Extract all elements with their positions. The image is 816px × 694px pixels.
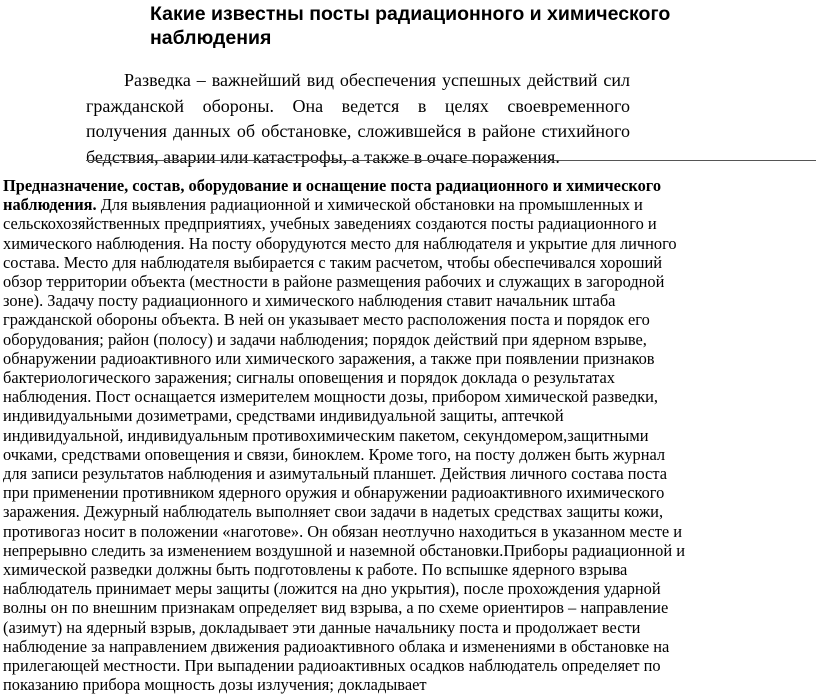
intro-paragraph xyxy=(86,68,630,170)
section-heading: Предназначение, состав, оборудование и оснащение поста радиационного и химического наблюдения. xyxy=(3,176,662,215)
section-divider xyxy=(86,160,816,161)
intro-text: Разведка – важнейший вид обеспечения успешных действий сил гражданской обороны. Она ведется в целях своевременного получения данных об обстановке, сложившейся в районе стихийного бедствия, аварии или катастрофы, а также в очаге поражения. xyxy=(86,70,630,167)
body-paragraph xyxy=(3,176,685,694)
document-title: Какие известны посты радиационного и химического наблюдения xyxy=(150,3,671,49)
body-text: Для выявления радиационной и химической обстановки на промышленных и сельскохозяйственных предприятиях, учебных заведениях создаются посты радиационного и химического наблюдения. На посту оборудуются место для наблюдателя и укрытие для личного состава. Место для наблюдателя выбирается с таким расчетом, чтобы обеспечивался хороший обзор территории объекта (местности в районе размещения рабочих и служащих в загородной зоне). Задачу посту радиационного и химического наблюдения ставит начальник штаба гражданской обороны объекта. В ней он указывает место расположения поста и порядок его оборудования; район (полосу) и задачи наблюдения; порядок действий при ядерном взрыве, обнаружении радиоактивного или химического заражения, а также при появлении признаков бактериологического заражения; сигналы оповещения и порядок доклада о результатах наблюдения. Пост оснащается измерителем мощности дозы, прибором химической разведки, индивидуальными дозиметрами, средствами индивидуальной защиты, аптечкой индивидуальной, индивидуальным противохимическим пакетом, секундомером,защитными очками, средствами оповещения и связи, биноклем. Кроме того, на посту должен быть журнал для записи результатов наблюдения и азимутальный планшет. Действия личного состава поста при применении противником ядерного оружия и обнаружении радиоактивного ихимического заражения. Дежурный наблюдатель выполняет свои задачи в надетых средствах защиты кожи, противогаз носит в положении «наготове». Он обязан неотлучно находиться в указанном месте и непрерывно следить за изменением воздушной и наземной обстановки.Приборы радиационной и химической разведки должны быть подготовлены к работе. По вспышке ядерного взрыва наблюдатель принимает меры защиты (ложится на дно укрытия), после прохождения ударной волны он по внешним признакам определяет вид взрыва, а по схеме ориентиров – направление (азимут) на ядерный взрыв, докладывает эти данные начальнику поста и продолжает вести наблюдение за направлением движения радиоактивного облака и изменениями в обстановке на прилегающей местности. При выпадении радиоактивных осадков наблюдатель определяет по показанию прибора мощность дозы излучения; докладывает xyxy=(3,195,685,694)
